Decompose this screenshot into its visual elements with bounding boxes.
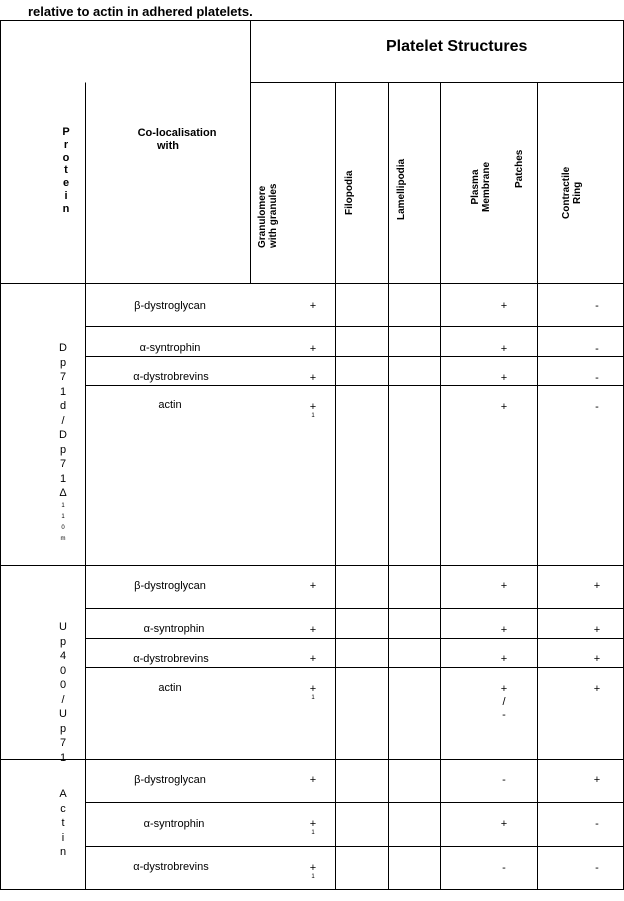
row-label: α-dystrobrevins <box>133 861 209 873</box>
row-label: α-syntrophin <box>143 818 205 830</box>
header-filopodia: Filopodia <box>344 170 355 215</box>
cell-granulomere: + 1 <box>309 862 317 880</box>
cell-contractile: - <box>595 862 599 874</box>
protein-header-letter: t <box>64 164 68 177</box>
protein-header-letter: i <box>64 189 68 202</box>
row-label: actin <box>158 399 182 411</box>
cell-granulomere: + <box>309 624 317 636</box>
cell-granulomere: + 1 <box>309 401 317 419</box>
cell-granulomere: + <box>309 300 317 312</box>
cell-plasma: + <box>500 580 508 592</box>
header-contractile-ring: Contractile Ring <box>561 166 583 219</box>
cell-plasma: + <box>500 818 508 830</box>
cell-contractile: + <box>593 653 601 665</box>
row-label: α-dystrobrevins <box>133 653 209 665</box>
cell-plasma: + <box>500 300 508 312</box>
cell-contractile: - <box>595 300 599 312</box>
protein-header-letter: n <box>62 202 70 215</box>
cell-plasma: + <box>500 343 508 355</box>
protein-header-letter: o <box>62 151 70 164</box>
cell-plasma: + <box>500 653 508 665</box>
header-lamellipodia: Lamellipodia <box>396 158 407 220</box>
cell-contractile: - <box>595 401 599 413</box>
cell-granulomere: + <box>309 653 317 665</box>
protein-header-letter: P <box>62 126 70 138</box>
cell-plasma: + <box>500 624 508 636</box>
cell-plasma: - <box>502 862 506 874</box>
row-label: β-dystroglycan <box>134 774 206 786</box>
cell-plasma: + <box>500 372 508 384</box>
table-caption: relative to actin in adhered platelets. <box>28 4 253 19</box>
protein-header <box>56 126 76 216</box>
protein-header-letter: r <box>63 138 69 151</box>
row-label: α-dystrobrevins <box>133 371 209 383</box>
cell-granulomere: + 1 <box>309 683 317 701</box>
header-granulomere: Granulomere with granules <box>257 183 279 248</box>
protein-header-letter: e <box>62 177 70 190</box>
cell-contractile: + <box>593 774 601 786</box>
cell-plasma: + / - <box>497 683 511 722</box>
header-patches: Patches <box>514 149 525 188</box>
colocalisation-header: Co-localisation with <box>137 127 217 152</box>
protein-name-dp71: D p 7 1 d / D p 7 1 Δ 1 1 0 m <box>59 342 67 542</box>
plasma-extra: / - <box>502 696 506 721</box>
cell-contractile: + <box>593 683 601 695</box>
protein-name-up400: U p 4 0 0 / U p 7 1 <box>59 621 67 764</box>
protein-name-actin: A c t i n <box>59 788 67 858</box>
platelet-structures-heading: Platelet Structures <box>386 38 528 55</box>
header-plasma-membrane: Plasma Membrane <box>470 161 492 212</box>
row-label: β-dystroglycan <box>134 580 206 592</box>
cell-granulomere: + 1 <box>309 818 317 836</box>
cell-granulomere: + <box>309 774 317 786</box>
cell-contractile: + <box>593 580 601 592</box>
cell-contractile: + <box>593 624 601 636</box>
cell-contractile: - <box>595 818 599 830</box>
cell-plasma: - <box>502 774 506 786</box>
row-label: α-syntrophin <box>143 623 205 635</box>
cell-contractile: - <box>595 372 599 384</box>
cell-granulomere: + <box>309 372 317 384</box>
cell-plasma: + <box>500 401 508 413</box>
row-label: β-dystroglycan <box>134 300 206 312</box>
cell-granulomere: + <box>309 580 317 592</box>
cell-granulomere: + <box>309 343 317 355</box>
cell-contractile: - <box>595 343 599 355</box>
row-label: actin <box>158 682 182 694</box>
row-label: α-syntrophin <box>139 342 201 354</box>
